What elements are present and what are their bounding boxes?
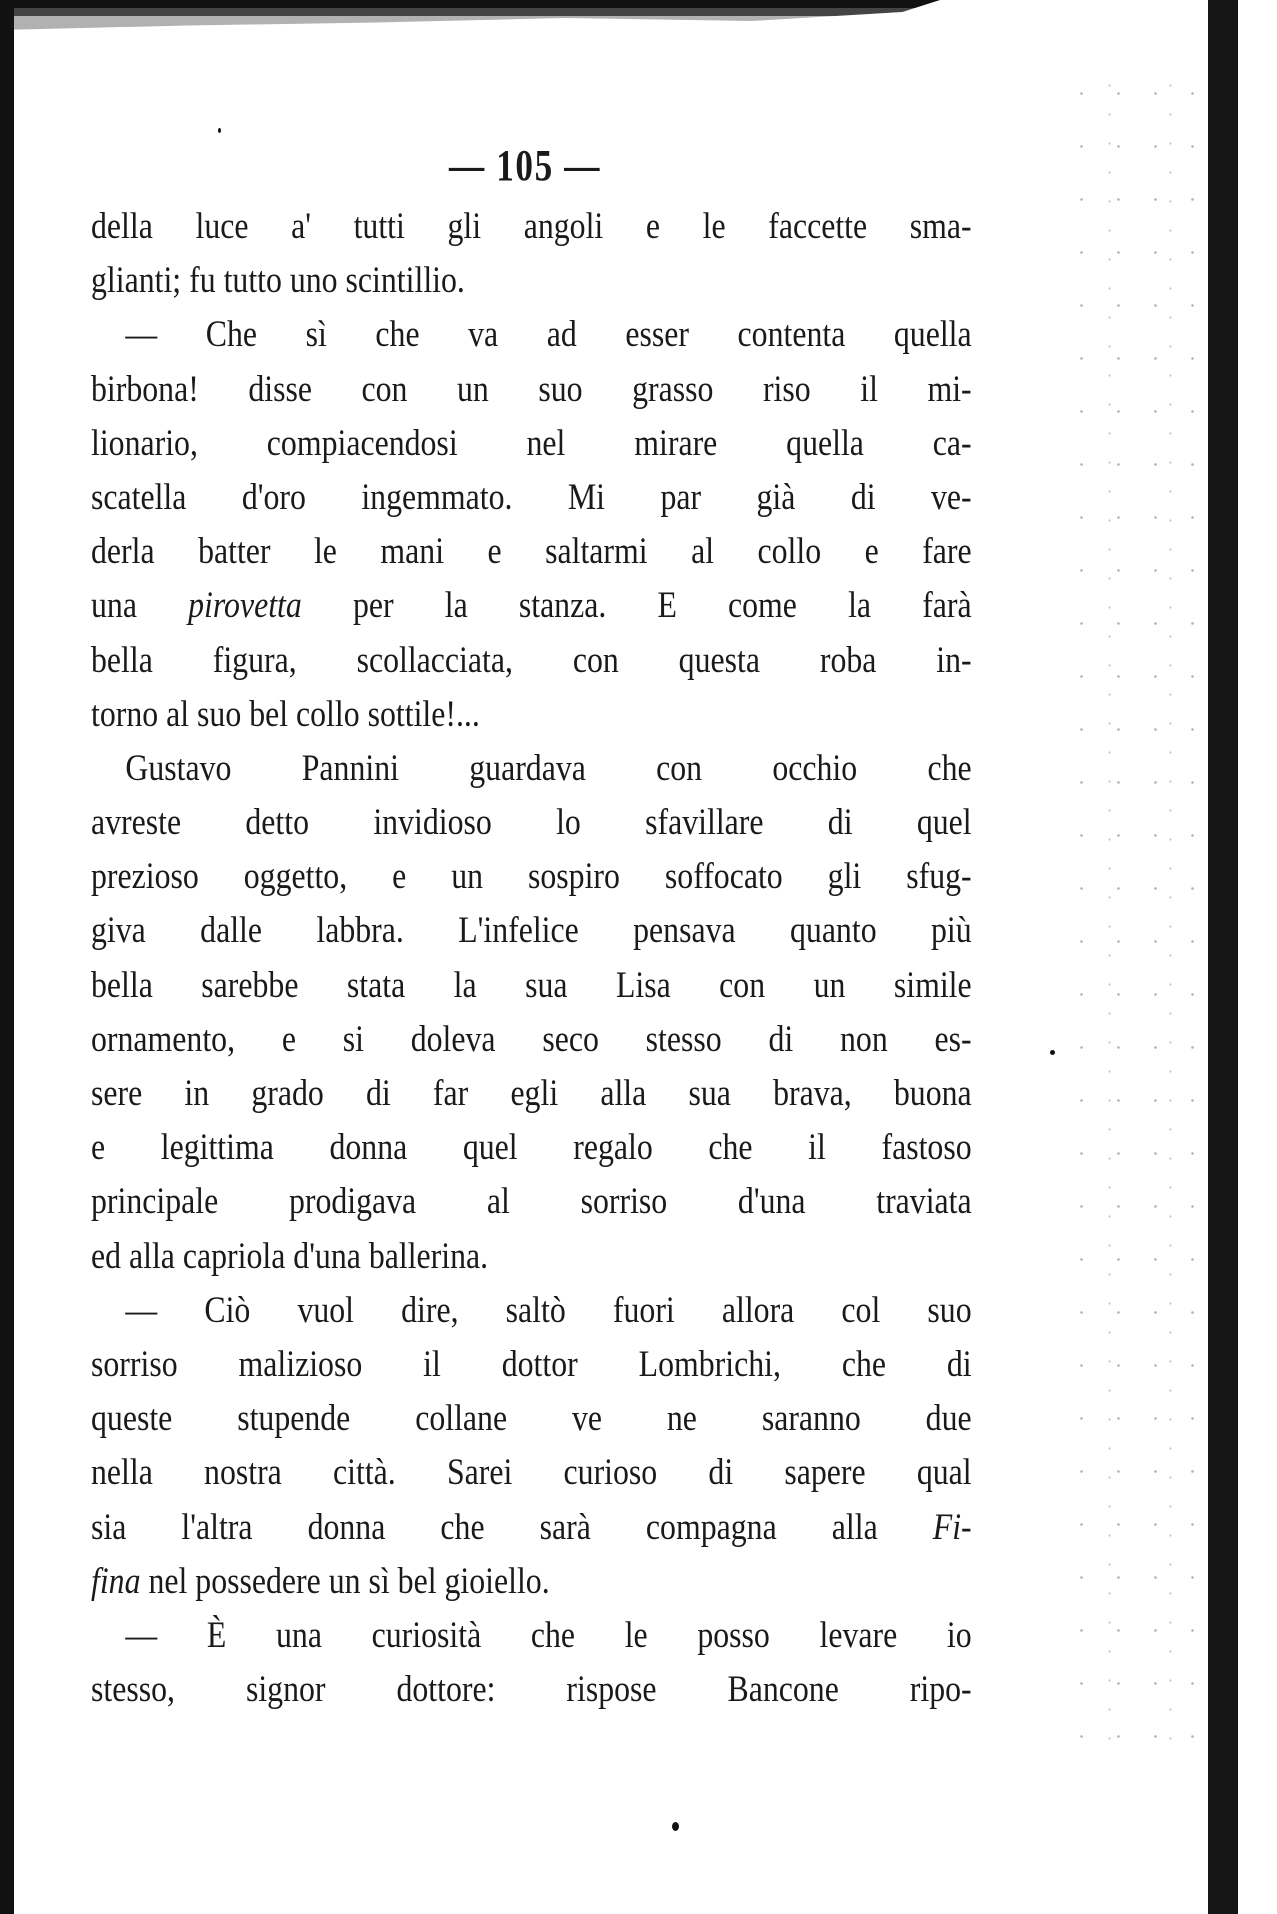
text-line: — È una curiosità che le posso levare io xyxy=(125,1614,972,1656)
text-line: bella sarebbe stata la sua Lisa con un simile xyxy=(91,964,972,1006)
text-line: Gustavo Pannini guardava con occhio che xyxy=(125,747,972,789)
text-line: sorriso malizioso il dottor Lombrichi, che di xyxy=(91,1343,972,1385)
italic-word: Fi- xyxy=(932,1506,972,1548)
text-line: queste stupende collane ve ne saranno due xyxy=(91,1398,972,1440)
text-line: e legittima donna quel regalo che il fastoso xyxy=(91,1127,972,1169)
italic-word: pirovetta xyxy=(188,585,302,627)
text-line xyxy=(91,579,972,633)
scan-top-edge xyxy=(0,0,940,30)
italic-word: fina xyxy=(91,1560,141,1602)
ink-speck xyxy=(1050,1050,1055,1055)
text-line: avreste detto invidioso lo sfavillare di quel xyxy=(91,802,972,844)
text-fragment: nel possedere un sì bel gioiello. xyxy=(140,1560,550,1602)
body-text xyxy=(91,200,981,1717)
text-line: sere in grado di far egli alla sua brava, buona xyxy=(91,1073,972,1114)
text-line: torno al suo bel collo sottile!... xyxy=(91,693,480,735)
text-line: principale prodigava al sorriso d'una traviata xyxy=(91,1181,972,1223)
text-line: birbona! disse con un suo grasso riso il mi- xyxy=(91,368,972,410)
text-line: lionario, compiacendosi nel mirare quella ca- xyxy=(91,422,972,464)
text-fragment: una xyxy=(91,585,189,627)
text-line: — Ciò vuol dire, saltò fuori allora col suo xyxy=(125,1289,972,1331)
text-line: stesso, signor dottore: rispose Bancone ripo- xyxy=(91,1669,972,1711)
ink-speck xyxy=(218,128,221,133)
text-line: ed alla capriola d'una ballerina. xyxy=(91,1235,489,1277)
text-line: scatella d'oro ingemmato. Mi par già di ve- xyxy=(91,476,972,518)
page-number: — 105 — xyxy=(449,141,601,190)
text-line: ornamento, e si doleva seco stesso di non es- xyxy=(91,1018,972,1060)
scan-left-edge xyxy=(0,0,14,1914)
scan-bleed-through xyxy=(1060,60,1200,1760)
text-line: bella figura, scollacciata, con questa roba in- xyxy=(91,639,972,681)
text-line xyxy=(91,1555,972,1609)
text-line: glianti; fu tutto uno scintillio. xyxy=(91,260,465,302)
text-line: della luce a' tutti gli angoli e le faccette sma- xyxy=(91,206,972,247)
scan-right-gutter xyxy=(1208,0,1238,1914)
text-line: nella nostra città. Sarei curioso di sapere qual xyxy=(91,1452,972,1494)
text-line: derla batter le mani e saltarmi al collo e fare xyxy=(91,531,972,573)
ink-speck xyxy=(672,1822,679,1831)
text-fragment: per la stanza. E come la farà xyxy=(301,585,972,627)
text-line: prezioso oggetto, e un sospiro soffocato gli sfug- xyxy=(91,856,972,898)
text-line: — Che sì che va ad esser contenta quella xyxy=(125,314,972,356)
text-line: giva dalle labbra. L'infelice pensava quanto più xyxy=(91,910,972,952)
text-fragment: sia l'altra donna che sarà compagna alla xyxy=(91,1506,933,1548)
text-line xyxy=(91,1501,972,1555)
